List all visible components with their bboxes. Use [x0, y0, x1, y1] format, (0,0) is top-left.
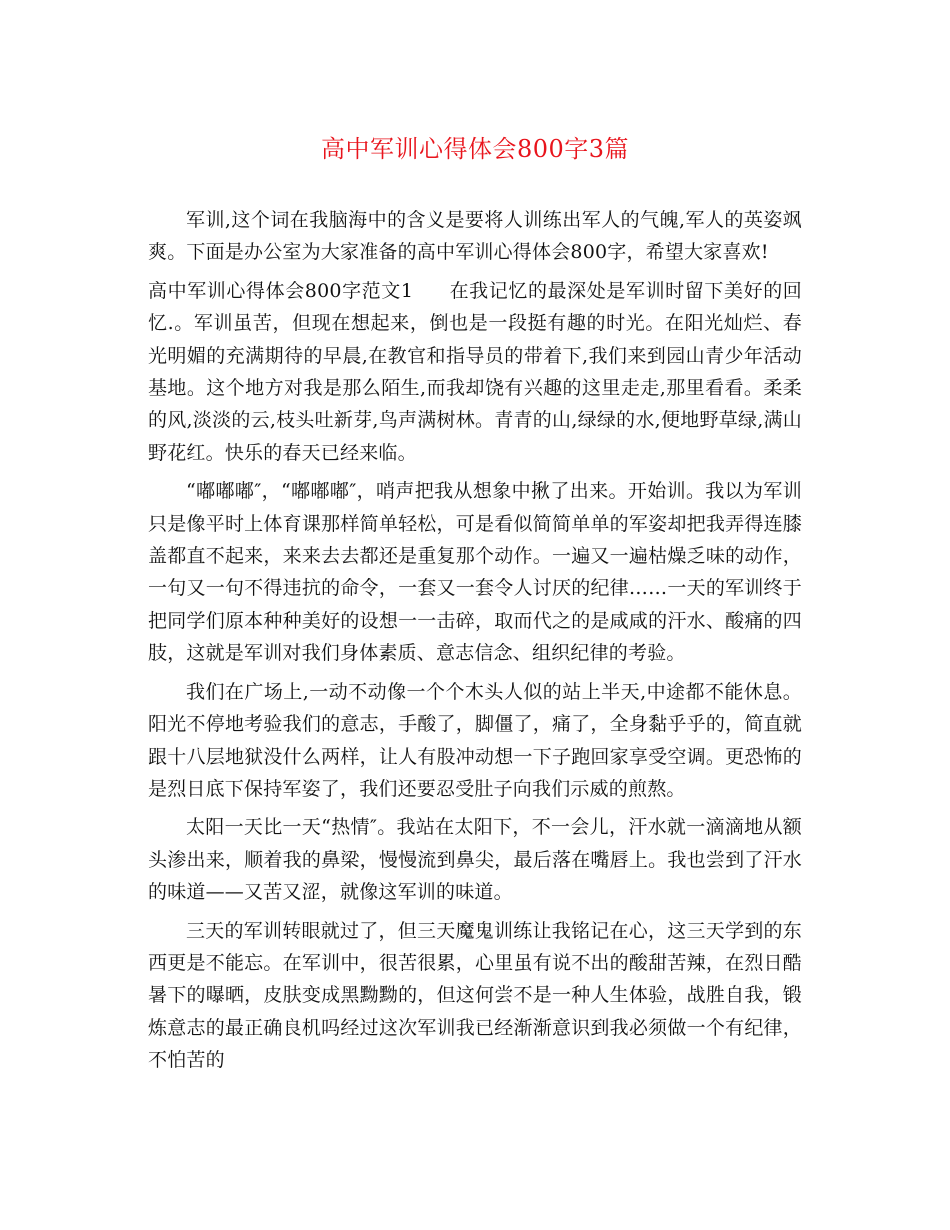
paragraph-3: 太阳一天比一天“热情″。我站在太阳下，不一会儿，汗水就一滴滴地从额头渗出来，顺着我的鼻梁，慢慢流到鼻尖，最后落在嘴唇上。我也尝到了汗水的味道——又苦又涩，就像这军训的味道。 [148, 816, 802, 904]
paragraph-4: 三天的军训转眼就过了，但三天魔鬼训练让我铭记在心，这三天学到的东西更是不能忘。在军训中，很苦很累，心里虽有说不出的酸甜苦辣，在烈日酷暑下的曝晒，皮肤变成黑黝黝的，但这何尝不是一种人生体验，战胜自我，锻炼意志的最正确良机吗经过这次军训我已经渐渐意识到我必须做一个有纪律，不怕苦的 [148, 919, 802, 1072]
intro-paragraph: 军训,这个词在我脑海中的含义是要将人训练出军人的气魄,军人的英姿飒爽。下面是办公室为大家准备的高中军训心得体会800字，希望大家喜欢! [148, 209, 802, 264]
section-first-paragraph: 在我记忆的最深处是军训时留下美好的回忆.。军训虽苦，但现在想起来，倒也是一段挺有趣的时光。在阳光灿烂、春光明媚的充满期待的早晨,在教官和指导员的带着下,我们来到园山青少年活动基地。这个地方对我是那么陌生,而我却饶有兴趣的这里走走,那里看看。柔柔的风,淡淡的云,枝头吐新芽,鸟声满树林。青青的山,绿绿的水,便地野草绿,满山野花红。快乐的春天已经来临。 [148, 279, 802, 464]
paragraph-2: 我们在广场上,一动不动像一个个木头人似的站上半天,中途都不能休息。阳光不停地考验我们的意志，手酸了，脚僵了，痛了，全身黏乎乎的，简直就跟十八层地狱没什么两样，让人有股冲动想一下子跑回家享受空调。更恐怖的是烈日底下保持军姿了，我们还要忍受肚子向我们示威的煎熬。 [148, 680, 802, 800]
paragraph-1: “嘟嘟嘟″，“嘟嘟嘟″，哨声把我从想象中揪了出来。开始训。我以为军训只是像平时上体育课那样简单轻松，可是看似简简单单的军姿却把我弄得连膝盖都直不起来，来来去去都还是重复那个动作。一遍又一遍枯燥乏味的动作，一句又一句不得违抗的命令，一套又一套令人讨厌的纪律……一天的军训终于把同学们原本种种美好的设想一一击碎，取而代之的是咸咸的汗水、酸痛的四肢，这就是军训对我们身体素质、意志信念、组织纪律的考验。 [148, 480, 802, 665]
section-paragraph [148, 275, 802, 469]
section-heading: 高中军训心得体会800字范文1 [148, 279, 414, 302]
document-body [148, 204, 802, 1083]
document-title: 高中军训心得体会800字3篇 [320, 135, 630, 163]
